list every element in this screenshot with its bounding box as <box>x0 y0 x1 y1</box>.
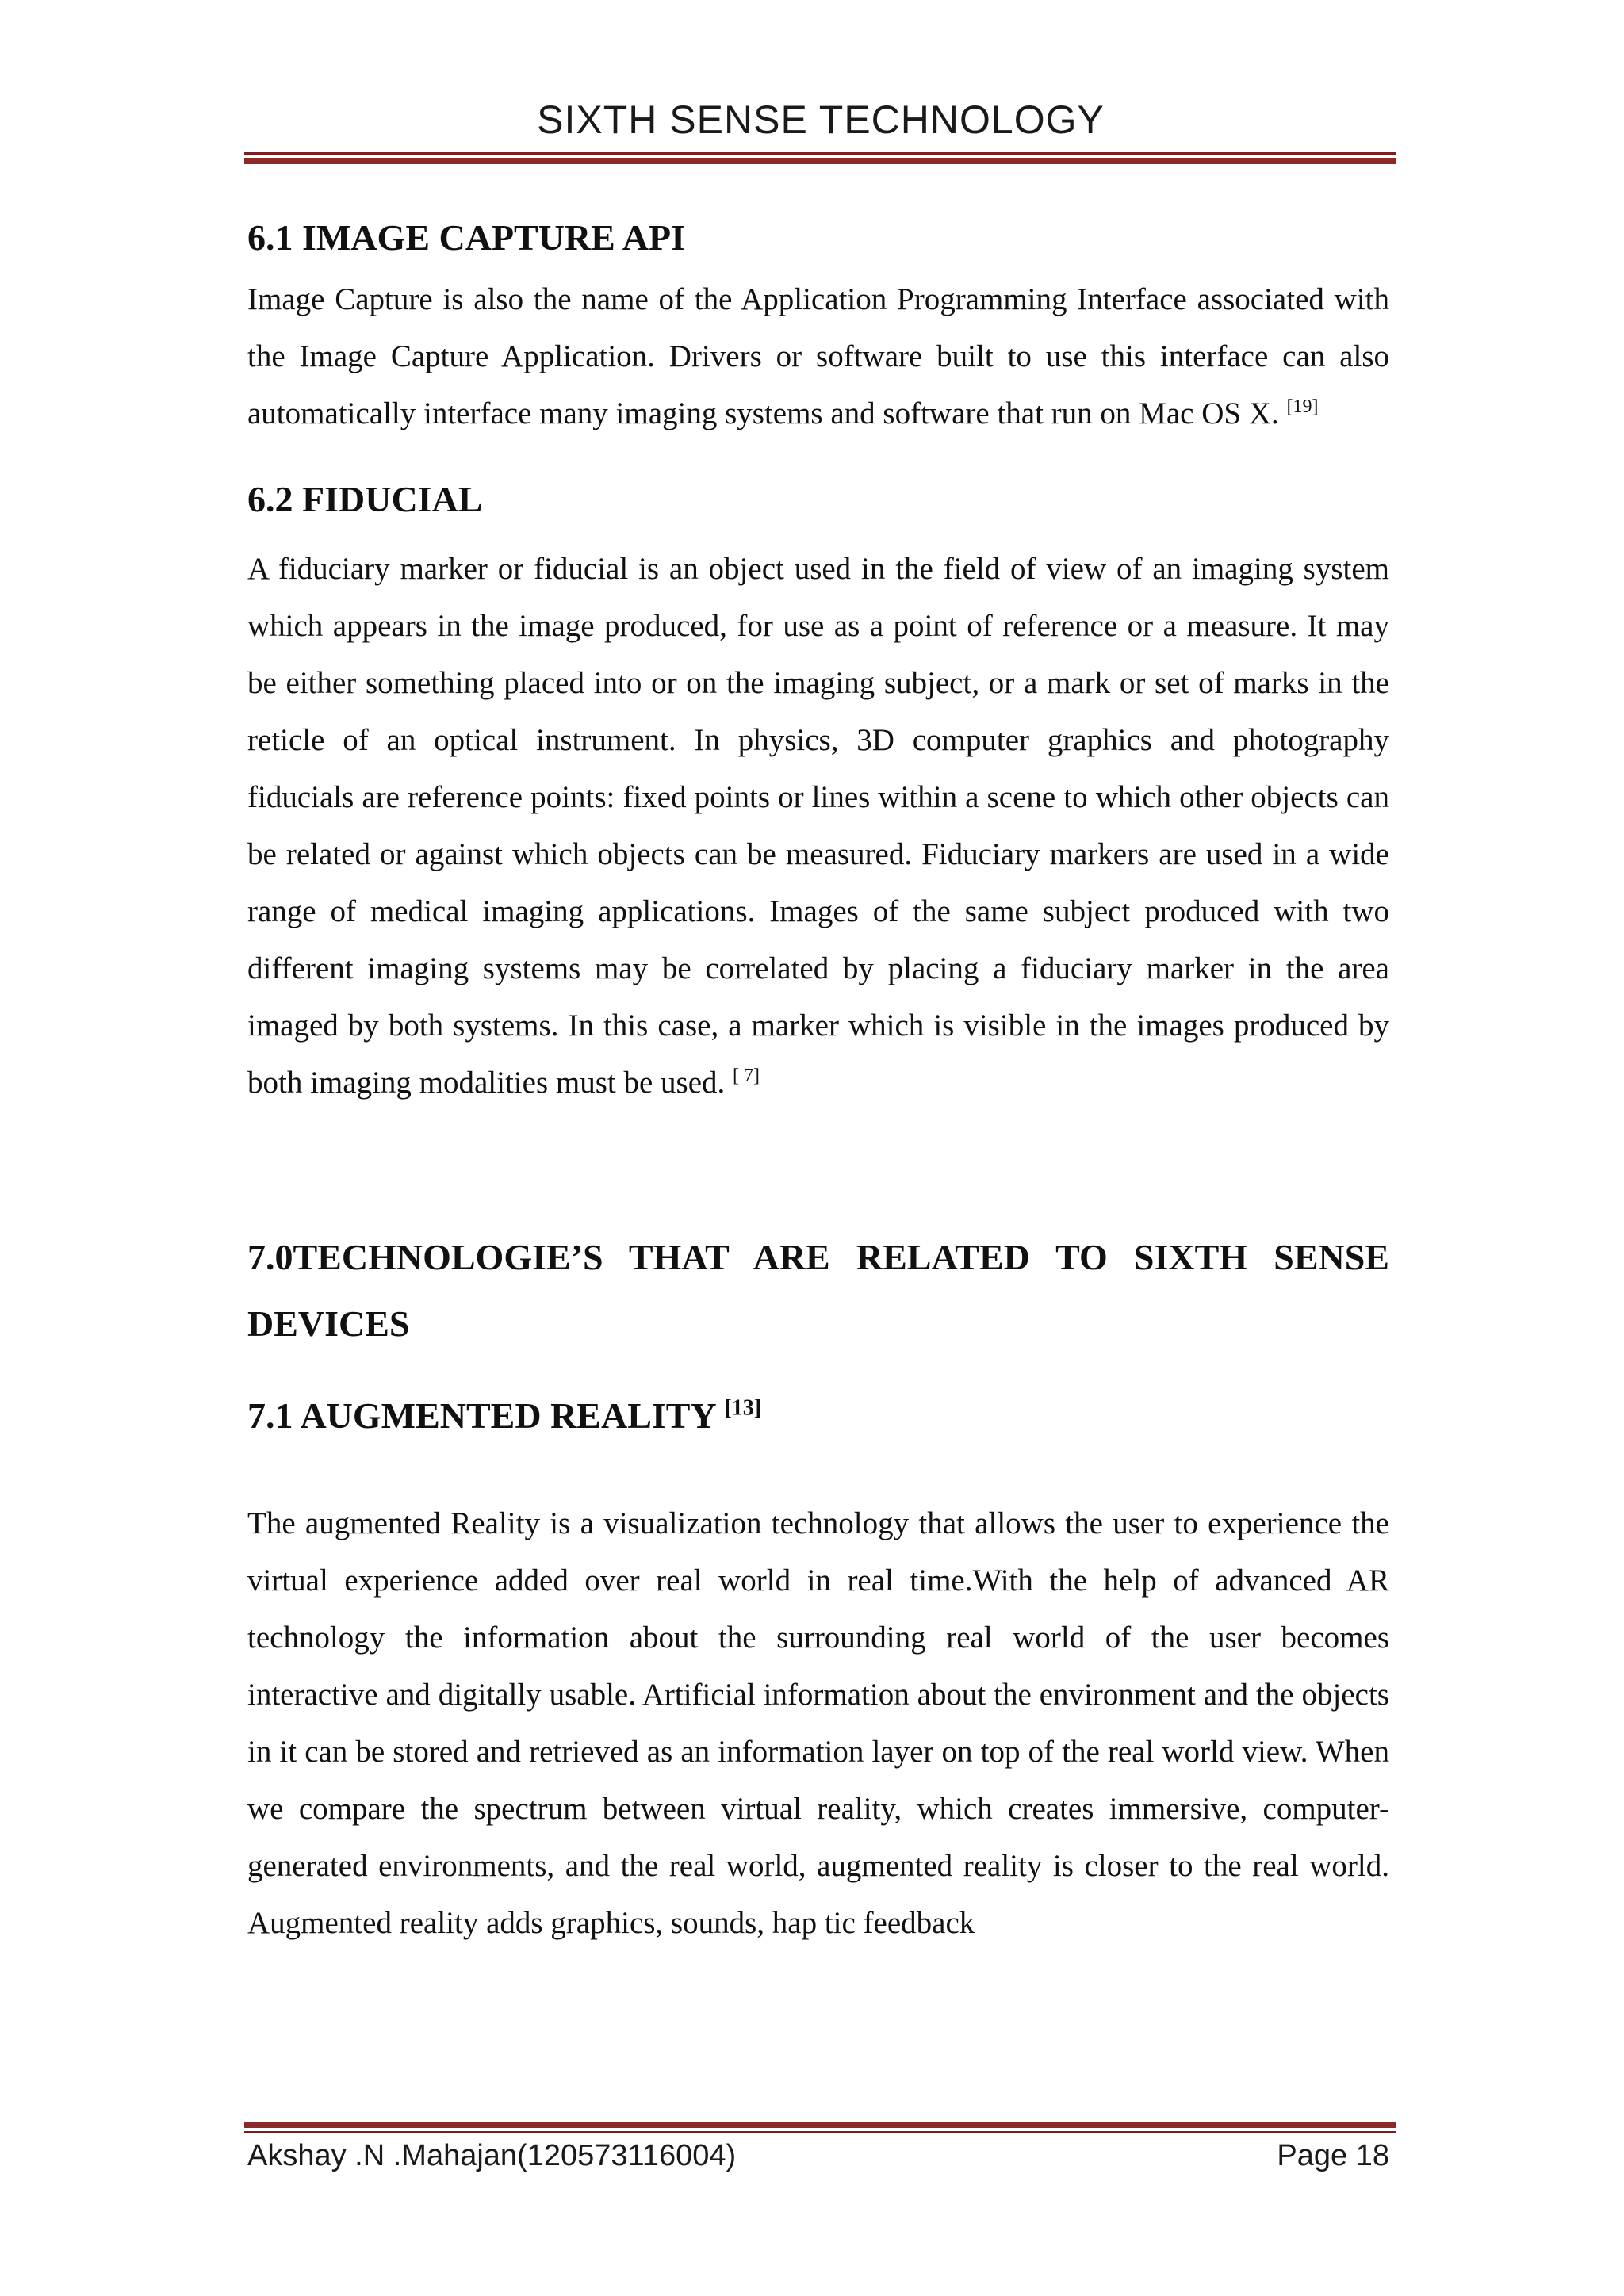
section-body-7-1: The augmented Reality is a visualization technology that allows the user to experience the virtual experience added over real world in real time.With the help of advanced AR technology the information about the surrounding real world of the user becomes interactive and digitally usable. Artificial information about the environment and the objects in it can be stored and retrieved as an information layer on top of the real world view. When we compare the spectrum between virtual reality, which creates immersive, computer-generated environments, and the real world, augmented reality is closer to the real world. Augmented reality adds graphics, sounds, hap tic feedback <box>247 1506 1389 1940</box>
footer-author: Akshay .N .Mahajan(120573116004) <box>247 2139 737 2172</box>
section-heading-7-1: 7.1 AUGMENTED REALITY [13] <box>247 1395 762 1436</box>
footer-rule <box>244 2122 1396 2133</box>
page-content <box>247 205 1389 1952</box>
page-footer <box>247 2139 1389 2173</box>
citation-ref: [ 7] <box>733 1066 760 1086</box>
section-heading-7-0: 7.0TECHNOLOGIE’S THAT ARE RELATED TO SIXTH SENSE DEVICES <box>247 1237 1389 1344</box>
section-heading-6-2: 6.2 FIDUCIAL <box>247 479 483 519</box>
citation-ref: [19] <box>1286 396 1319 417</box>
section-body-6-2: A fiduciary marker or fiducial is an object used in the field of view of an imaging system which appears in the image produced, for use as a point of reference or a measure. It may be either something placed into or on the imaging subject, or a mark or set of marks in the reticle of an optical instrument. In physics, 3D computer graphics and photography fiducials are reference points: fixed points or lines within a scene to which other objects can be related or against which objects can be measured. Fiduciary markers are used in a wide range of medical imaging applications. Images of the same subject produced with two different imaging systems may be correlated by placing a fiduciary marker in the area imaged by both systems. In this case, a marker which is visible in the images produced by both imaging modalities must be used. [ 7] <box>247 552 1389 1100</box>
running-header: SIXTH SENSE TECHNOLOGY <box>537 98 1105 142</box>
header-rule <box>244 152 1396 164</box>
section-heading-6-1: 6.1 IMAGE CAPTURE API <box>247 217 686 258</box>
page-number: Page 18 <box>1277 2139 1389 2172</box>
citation-ref: [13] <box>724 1395 762 1421</box>
section-body-6-1: Image Capture is also the name of the Application Programming Interface associated with the Image Capture Application. Drivers or software built to use this interface can also automatically interface many imaging systems and software that run on Mac OS X. [19] <box>247 282 1389 430</box>
